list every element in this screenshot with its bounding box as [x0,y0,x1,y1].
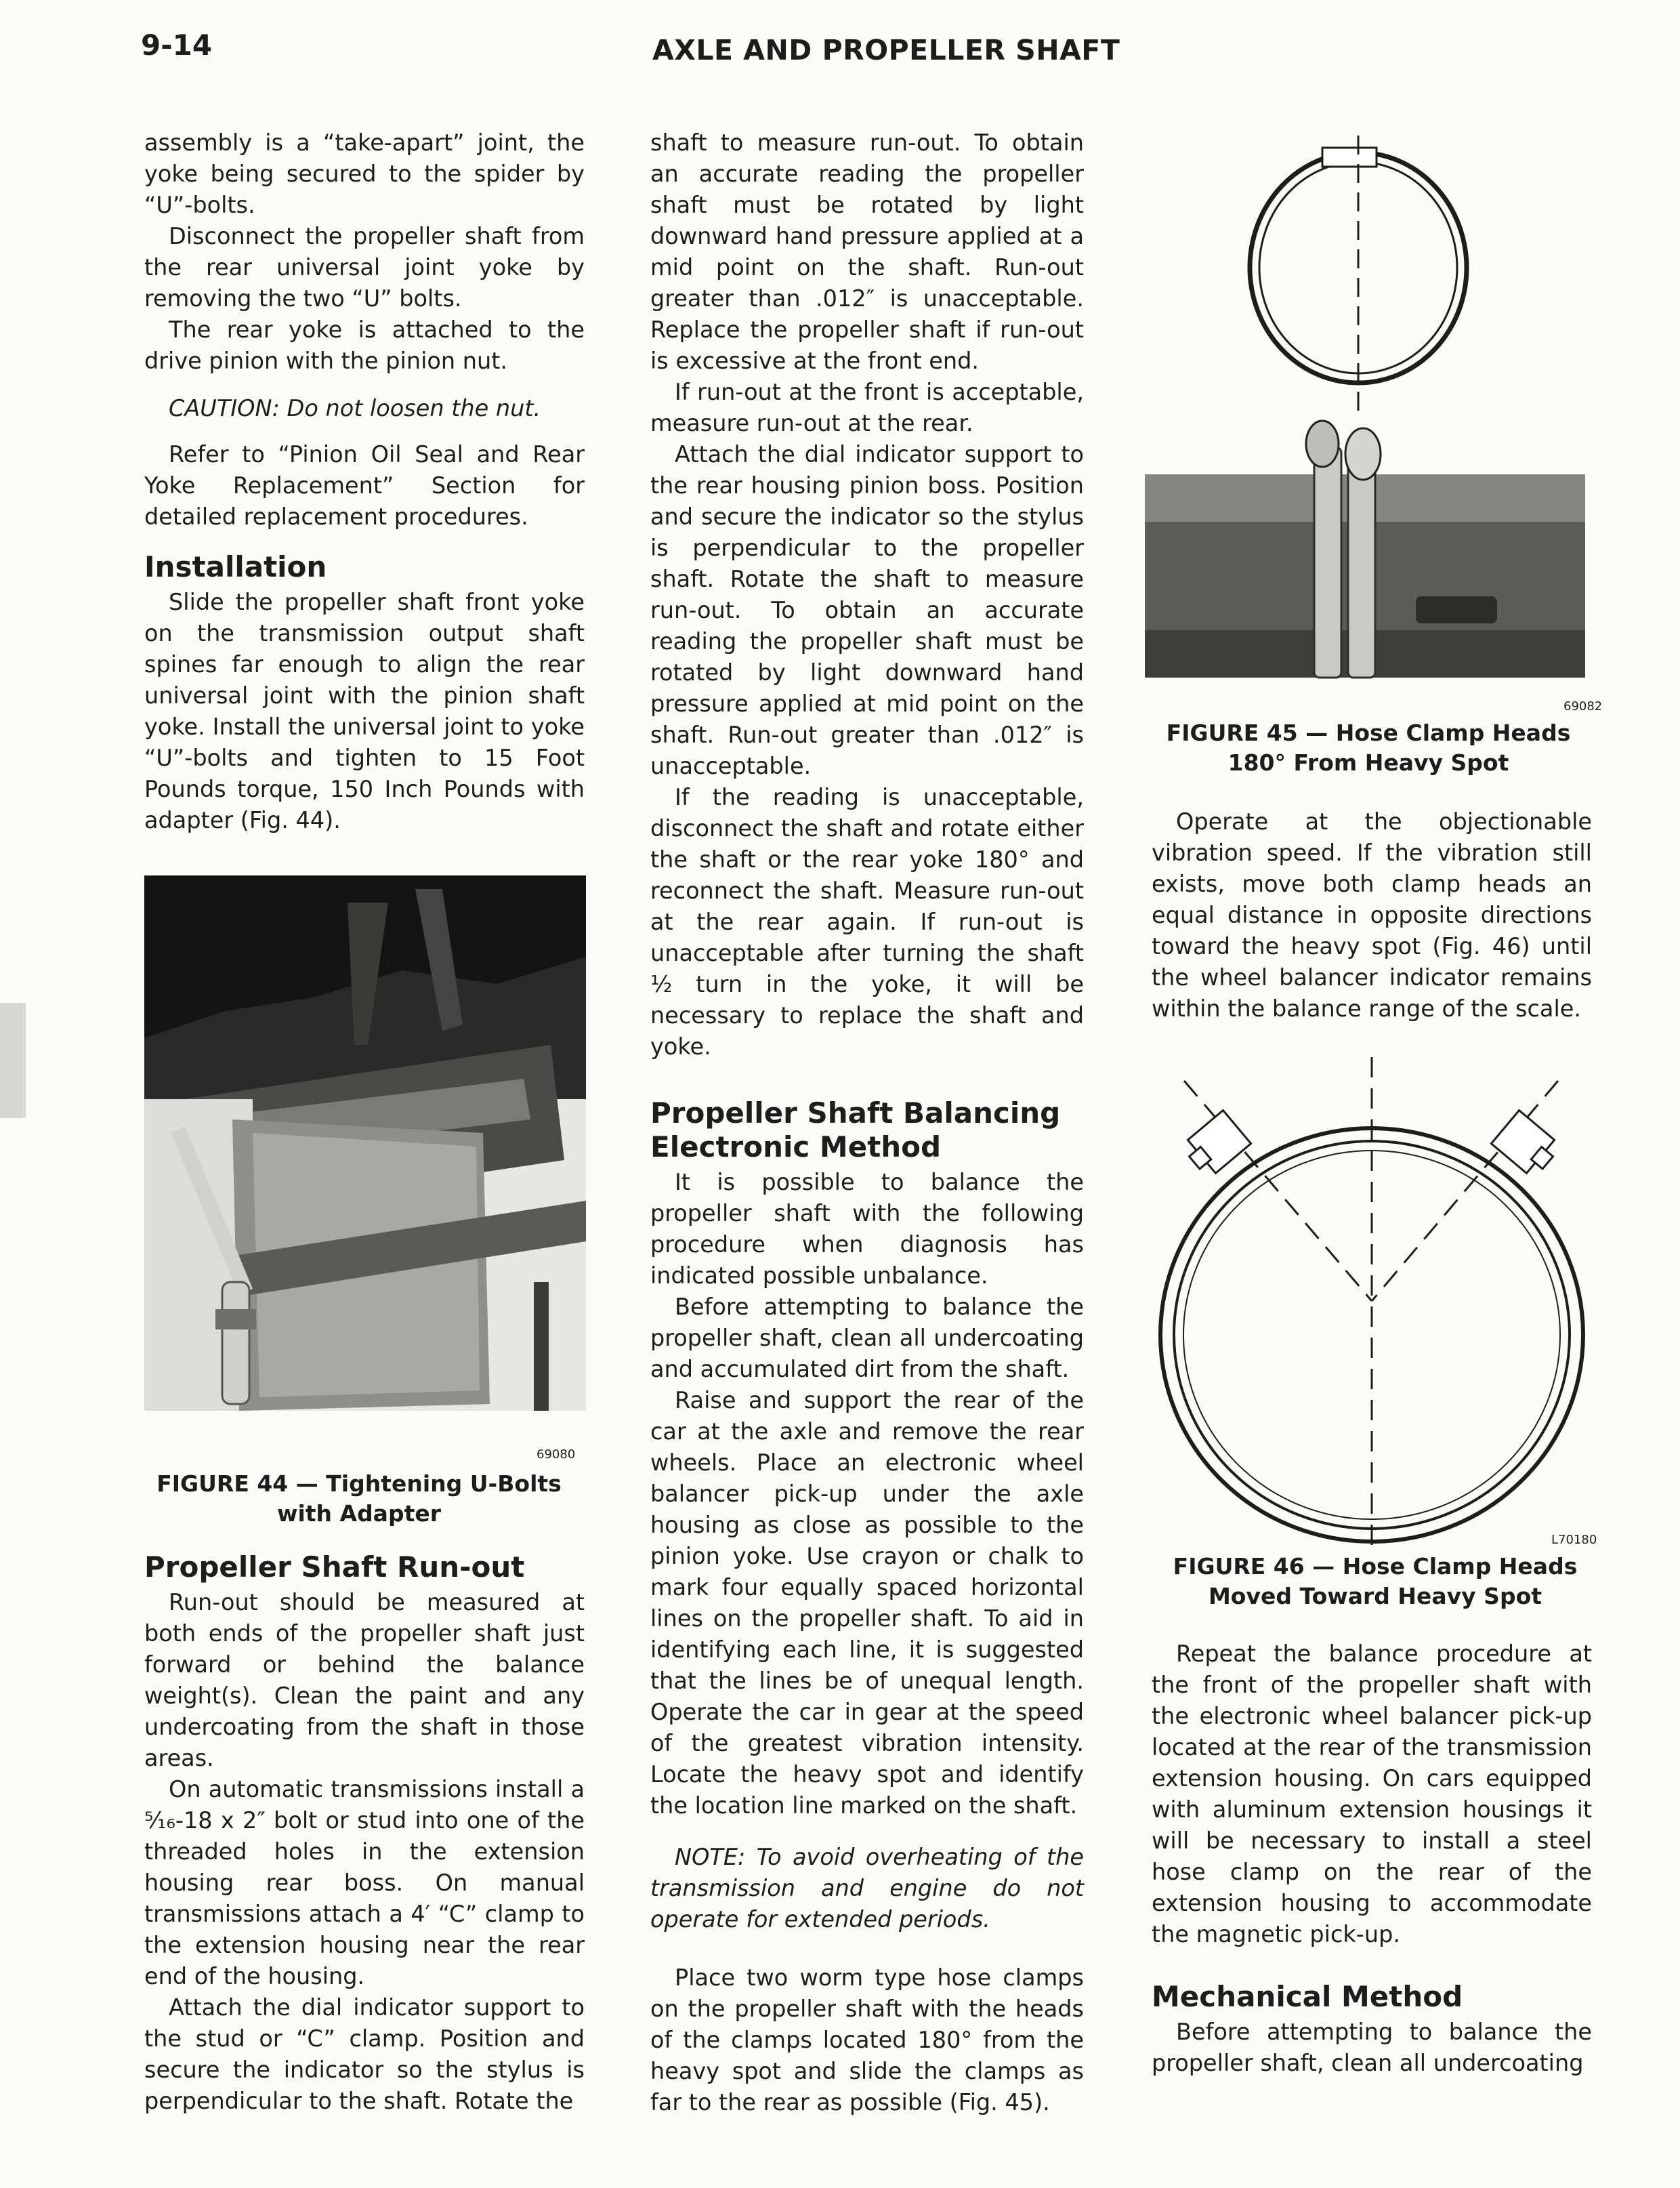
figure-46-number: L70180 [1551,1533,1597,1547]
paragraph: Run-out should be measured at both ends of the propeller shaft just forward or behind the balance weight(s). Clean the paint and any undercoating from the shaft in those areas. [144,1589,585,1771]
column-2 [650,127,1084,2118]
caution-note: CAUTION: Do not loosen the nut. [169,395,541,421]
paragraph: Disconnect the propeller shaft from the rear universal joint yoke by removing the two “U” bolts. [144,223,585,312]
column-1-bottom [144,1550,585,2117]
paragraph: If run-out at the front is acceptable, measure run-out at the rear. [650,379,1084,436]
paragraph: shaft to measure run-out. To obtain an accurate reading the propeller shaft must be rotated by light downward hand pressure applied at a mid point on the shaft. Run-out greater than .012″ is unacceptable. Replace the propeller shaft if run-out is excessive at the front end. [650,129,1084,374]
paragraph: Raise and support the rear of the car at the axle and remove the rear wheels. Place an electronic wheel balancer pick-up under the axle housing as close as possible to the pinion yoke. Use crayon or chalk to mark four equally spaced horizontal lines on the propeller shaft. To aid in identifying each line, it is suggested that the lines be of unequal length. Operate the car in gear at the speed of the greatest vibration intensity. Locate the heavy spot and identify the location line marked on the shaft. [650,1387,1084,1819]
column-3-mid [1152,806,1592,1025]
paragraph: Before attempting to balance the propeller shaft, clean all undercoating and accumulated dirt from the shaft. [650,1294,1084,1382]
paragraph: The rear yoke is attached to the drive pinion with the pinion nut. [144,316,585,374]
paragraph: Slide the propeller shaft front yoke on the transmission output shaft spines far enough to align the rear universal joint with the pinion shaft yoke. Install the universal joint to yoke “U”-bolts and tighten to 15 Foot Pounds torque, 150 Inch Pounds with adapter (Fig. 44). [144,589,585,833]
figure-45-number: 69082 [1563,699,1603,714]
page-edge-tab [0,1003,26,1118]
column-3-bottom [1152,1638,1592,2079]
note: NOTE: To avoid overheating of the transmission and engine do not operate for extended periods. [650,1844,1084,1933]
figure-44-caption: FIGURE 44 — Tightening U-Bolts with Adapter [156,1470,562,1527]
paragraph: Place two worm type hose clamps on the propeller shaft with the heads of the clamps located 180° from the heavy spot and slide the clamps as far to the rear as possible (Fig. 45). [650,1964,1084,2115]
section-heading-installation: Installation [144,550,327,583]
paragraph: If the reading is unacceptable, disconnect the shaft and rotate either the shaft or the rear yoke 180° and reconnect the shaft. Measure run-out at the rear again. If run-out is unacceptable after turning the shaft ½ turn in the yoke, it will be necessary to replace the shaft and yoke. [650,784,1084,1060]
paragraph: Before attempting to balance the propeller shaft, clean all undercoating [1152,2019,1592,2076]
figure-45-caption: FIGURE 45 — Hose Clamp Heads 180° From Heavy Spot [1166,720,1571,776]
figure-46-drawing [1152,1050,1599,1554]
hose-clamp-diagram [1145,129,1592,691]
figure-44-photo [144,875,586,1413]
paragraph: assembly is a “take-apart” joint, the yoke being secured to the spider by “U”-bolts. [144,129,585,218]
paragraph: It is possible to balance the propeller shaft with the following procedure when diagnosis has indicated possible unbalance. [650,1169,1084,1289]
page-number: 9-14 [141,28,213,62]
running-header: AXLE AND PROPELLER SHAFT [652,34,1120,66]
figure-44-number: 69080 [537,1447,576,1462]
u-bolt-adapter-photo [144,875,586,1411]
paragraph: On automatic transmissions install a ⁵⁄₁₆-18 x 2″ bolt or stud into one of the threaded holes in the extension housing rear boss. On manual transmissions attach a 4′ “C” clamp to the extension housing near the rear end of the housing. [144,1776,585,1989]
paragraph: Refer to “Pinion Oil Seal and Rear Yoke Replacement” Section for detailed replacement procedures. [144,441,585,530]
column-1 [144,127,585,836]
figure-46-caption: FIGURE 46 — Hose Clamp Heads Moved Toward Heavy Spot [1173,1553,1578,1609]
paragraph: Operate at the objectionable vibration speed. If the vibration still exists, move both clamp heads an equal distance in opposite directions toward the heavy spot (Fig. 46) until the wheel balancer indicator remains within the balance range of the scale. [1152,808,1592,1022]
section-heading-mechanical: Mechanical Method [1152,1980,1463,2013]
paragraph: Attach the dial indicator support to the stud or “C” clamp. Position and secure the indicator so the stylus is perpendicular to the shaft. Rotate the [144,1994,585,2114]
figure-45-drawing [1145,129,1592,694]
hose-clamp-heavy-spot-diagram [1152,1050,1599,1552]
paragraph: Attach the dial indicator support to the rear housing pinion boss. Position and secure the indicator so the stylus is perpendicular to the propeller shaft. Rotate the shaft to measure run-out. To obtain an accurate reading the propeller shaft must be rotated by light downward hand pressure applied at mid point on the shaft. Run-out greater than .012″ is unacceptable. [650,441,1084,779]
paragraph: Repeat the balance procedure at the front of the propeller shaft with the electronic wheel balancer pick-up located at the rear of the transmission extension housing. On cars equipped with aluminum extension housings it will be necessary to install a steel hose clamp on the rear of the extension housing to accommodate the magnetic pick-up. [1152,1640,1592,1947]
section-heading-runout: Propeller Shaft Run-out [144,1550,525,1584]
section-heading-balancing: Propeller Shaft Balancing Electronic Method [650,1096,1061,1163]
